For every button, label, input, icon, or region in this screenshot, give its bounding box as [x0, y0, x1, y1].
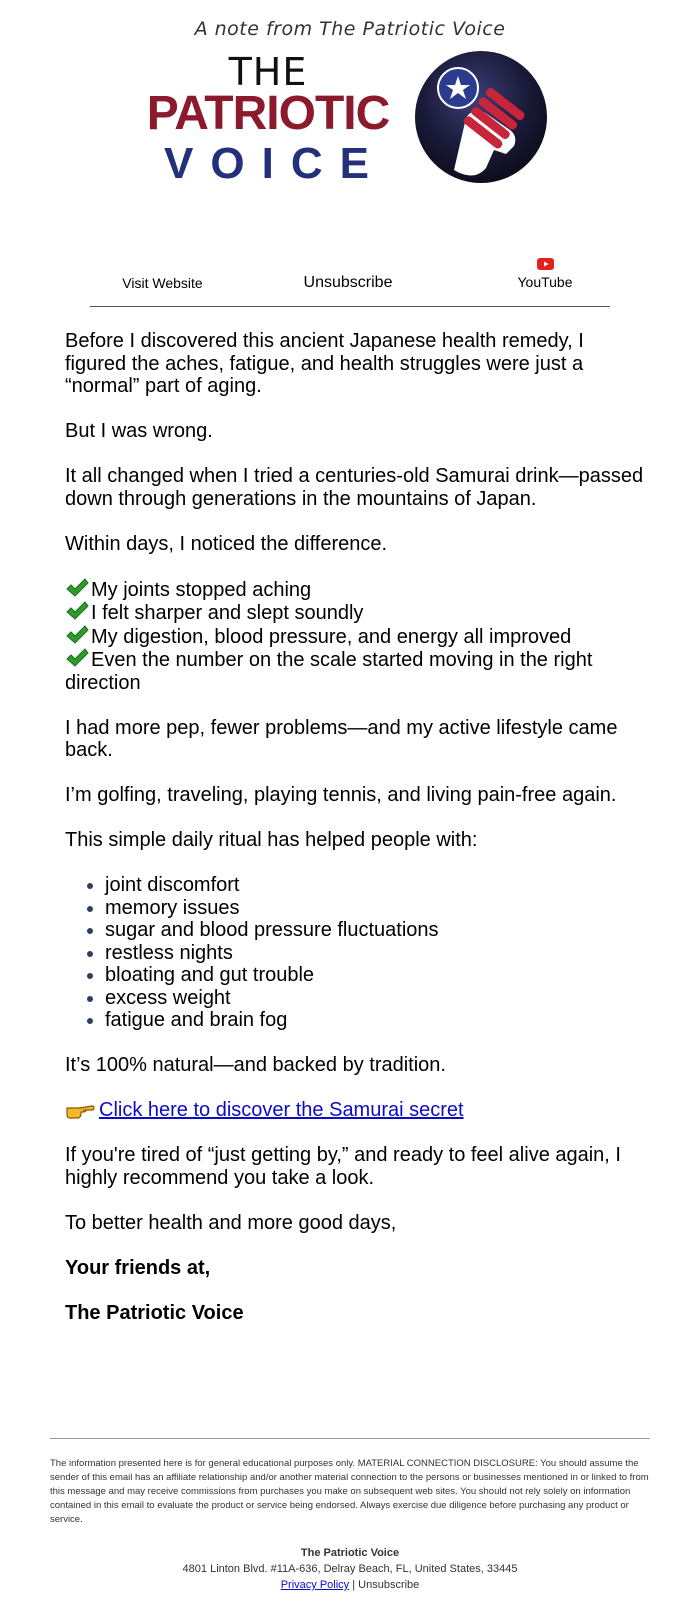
email-body: [65, 330, 645, 1347]
check-mark-icon: [65, 578, 89, 598]
list-item: • excess weight: [105, 987, 645, 1010]
cta-row: [65, 1099, 645, 1122]
footer-links: [0, 1577, 700, 1593]
logo-line-patriotic: PATRIOTIC: [146, 87, 390, 140]
check-item: My digestion, blood pressure, and energy all improved: [65, 625, 645, 649]
cta-link[interactable]: Click here to discover the Samurai secret: [99, 1099, 464, 1121]
signoff-line: Your friends at,: [65, 1256, 211, 1279]
visit-website-link[interactable]: Visit Website: [122, 275, 203, 291]
check-list: [65, 578, 645, 695]
logo-line-voice: VOICE: [164, 139, 386, 188]
check-mark-icon: [65, 648, 89, 668]
list-item: • restless nights: [105, 942, 645, 965]
list-item: • sugar and blood pressure fluctuations: [105, 919, 645, 942]
youtube-label: YouTube: [517, 274, 573, 290]
paragraph: It all changed when I tried a centuries-old Samurai drink—passed down through generations in the mountains of Japan.: [65, 465, 644, 510]
list-item: • memory issues: [105, 897, 645, 920]
paragraph: I had more pep, fewer problems—and my active lifestyle came back.: [65, 716, 618, 761]
check-mark-icon: [65, 625, 89, 645]
paragraph: Within days, I noticed the difference.: [65, 532, 388, 555]
privacy-policy-link[interactable]: Privacy Policy: [280, 1579, 350, 1591]
footer-separator: |: [352, 1579, 356, 1591]
logo-line-the: THE: [228, 50, 308, 94]
brand-logo: [143, 52, 393, 188]
youtube-link[interactable]: [480, 258, 610, 290]
list-item: • fatigue and brain fog: [105, 1009, 645, 1032]
check-item: My joints stopped aching: [65, 578, 645, 602]
footer: [0, 1545, 700, 1593]
footer-company: The Patriotic Voice: [300, 1547, 400, 1559]
unsubscribe-link[interactable]: Unsubscribe: [303, 274, 393, 291]
check-mark-icon: [65, 601, 89, 621]
benefit-list: [65, 874, 645, 1032]
paragraph: Before I discovered this ancient Japanese health remedy, I figured the aches, fatigue, and health struggles were just a “normal” part of aging.: [65, 330, 584, 397]
paragraph: If you're tired of “just getting by,” and ready to feel alive again, I highly recommend you take a look.: [65, 1144, 621, 1189]
check-item: I felt sharper and slept soundly: [65, 601, 645, 625]
top-nav: [90, 258, 610, 307]
paragraph: This simple daily ritual has helped people with:: [65, 829, 478, 851]
pointing-hand-icon: [65, 1099, 95, 1121]
list-item: • joint discomfort: [105, 874, 645, 897]
footer-divider: [50, 1438, 650, 1439]
paragraph: I’m golfing, traveling, playing tennis, and living pain-free again.: [65, 784, 617, 806]
list-item: • bloating and gut trouble: [105, 964, 645, 987]
footer-unsubscribe-link[interactable]: Unsubscribe: [358, 1579, 420, 1591]
paragraph: But I was wrong.: [65, 420, 213, 442]
footer-address: 4801 Linton Blvd. #11A-636, Delray Beach, FL, United States, 33445: [182, 1563, 518, 1575]
signoff-company: The Patriotic Voice: [65, 1301, 244, 1324]
youtube-icon: [537, 258, 554, 270]
check-item: Even the number on the scale started moving in the right direction: [65, 649, 593, 694]
disclaimer-text: The information presented here is for general educational purposes only. MATERIAL CONNECTION DISCLOSURE: You should assume the sender of this email has an affiliate relationship and/or another material connection to the persons or businesses mentioned in or linked to from this message and may receive commissions from purchases you make on subsequent web sites. You should not rely solely on information contained in this email to evaluate the product or service being endorsed. Always exercise due diligence before purchasing any product or service.: [50, 1458, 649, 1525]
microphone-logo-icon: [414, 50, 548, 184]
paragraph: To better health and more good days,: [65, 1211, 397, 1234]
header-tagline: A note from The Patriotic Voice: [194, 18, 506, 40]
paragraph: It’s 100% natural—and backed by tradition.: [65, 1054, 446, 1076]
